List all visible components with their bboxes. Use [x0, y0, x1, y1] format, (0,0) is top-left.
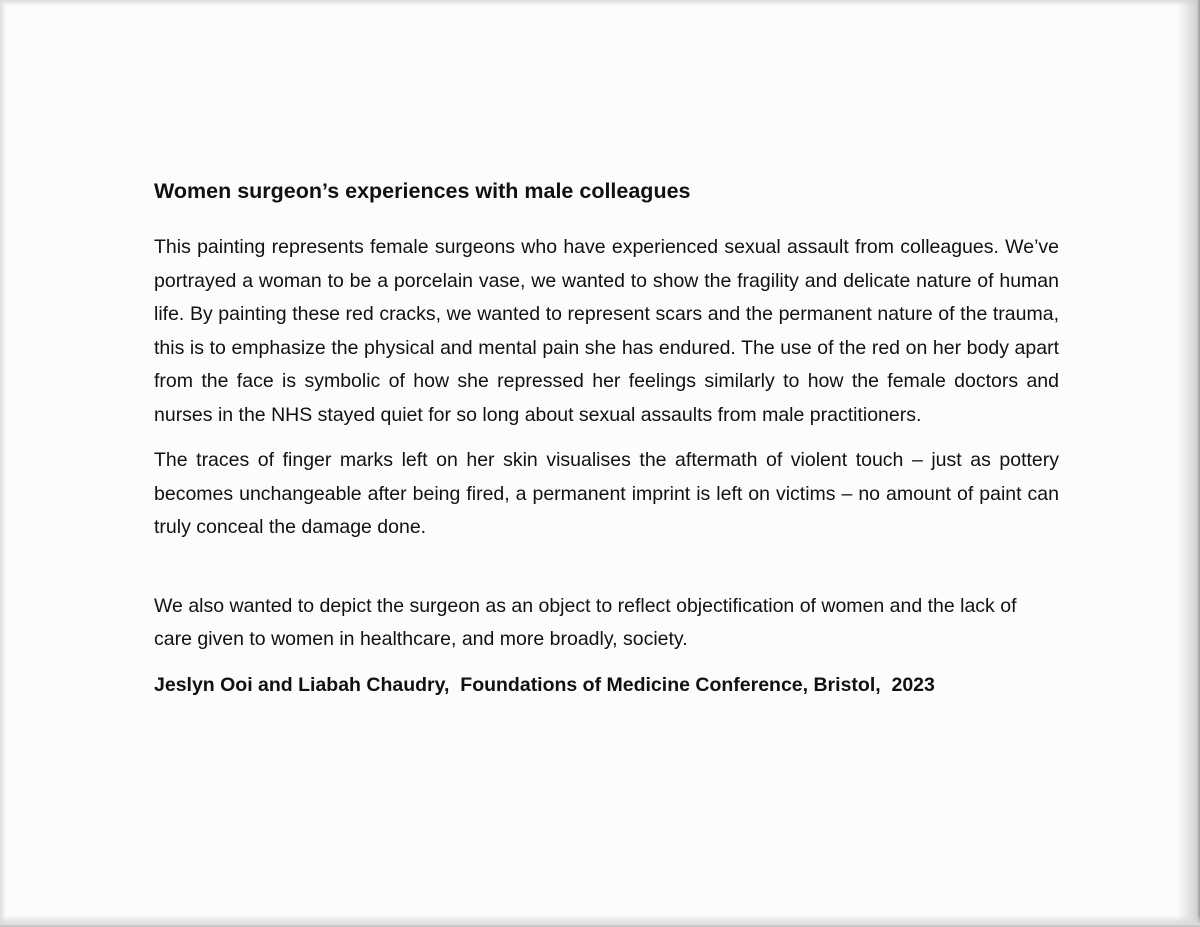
- placard-text-block: [154, 174, 1059, 702]
- placard-paragraph-2: The traces of finger marks left on her skin visualises the aftermath of violent touch – just as pottery becomes unchangeable after being fired, a permanent imprint is left on victims – no amount of paint can truly conceal the damage done.: [154, 449, 1059, 538]
- card-bottom-shadow: [0, 915, 1200, 927]
- card-right-shadow: [1178, 0, 1200, 927]
- placard-paragraph-1: This painting represents female surgeons who have experienced sexual assault from colleagues. We’ve portrayed a woman to be a porcelain vase, we wanted to show the fragility and delicate nature of human life. By painting these red cracks, we wanted to represent scars and the permanent nature of the trauma, this is to emphasize the physical and mental pain she has endured. The use of the red on her body apart from the face is symbolic of how she repressed her feelings similarly to how the female doctors and nurses in the NHS stayed quiet for so long about sexual assaults from male practitioners.: [154, 236, 1059, 426]
- placard-credit: Jeslyn Ooi and Liabah Chaudry, Foundations of Medicine Conference, Bristol, 2023: [154, 673, 935, 696]
- placard-title: Women surgeon’s experiences with male colleagues: [154, 179, 691, 203]
- card-left-shadow: [0, 0, 6, 927]
- placard-paragraph-3: We also wanted to depict the surgeon as an object to reflect objectification of women and the lack of care given to women in healthcare, and more broadly, society.: [154, 594, 1017, 650]
- card-top-shadow: [0, 0, 1200, 6]
